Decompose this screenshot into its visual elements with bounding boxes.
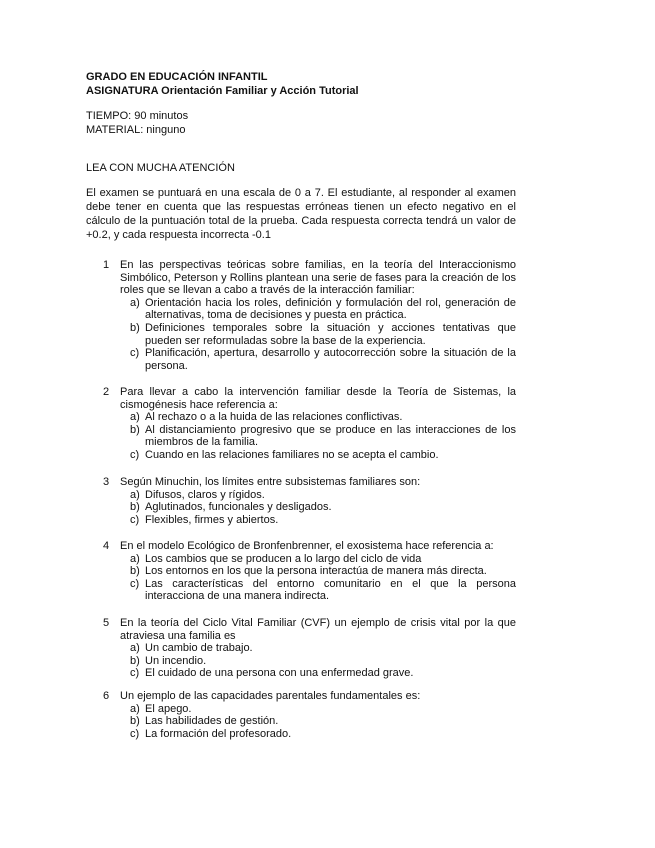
option-letter: c) bbox=[130, 513, 140, 526]
question-text: En la teoría del Ciclo Vital Familiar (CVF) un ejemplo de crisis vital por la que atraviesa una familia es bbox=[120, 617, 516, 642]
question-number: 3 bbox=[103, 476, 110, 488]
option-text: Las habilidades de gestión. bbox=[145, 715, 279, 728]
option-text: La formación del profesorado. bbox=[145, 727, 292, 740]
option-b bbox=[103, 424, 516, 449]
option-letter: b) bbox=[130, 501, 140, 514]
option-letter: c) bbox=[130, 577, 140, 590]
option-text: Flexibles, firmes y abiertos. bbox=[145, 513, 279, 526]
option-list bbox=[103, 703, 516, 741]
option-letter: a) bbox=[130, 411, 140, 424]
option-list bbox=[103, 297, 516, 373]
option-text: Las características del entorno comunitario en el que la persona interacciona de una manera indirecta. bbox=[145, 577, 516, 603]
option-text: Al rechazo o a la huida de las relaciones conflictivas. bbox=[145, 411, 403, 424]
option-text: Orientación hacia los roles, definición y formulación del rol, generación de alternativas, toma de decisiones y puesta en práctica. bbox=[145, 296, 516, 322]
option-list bbox=[103, 642, 516, 680]
option-a bbox=[103, 297, 516, 322]
option-b bbox=[103, 715, 516, 728]
option-b bbox=[103, 655, 516, 668]
question-number: 6 bbox=[103, 690, 110, 702]
option-c bbox=[103, 514, 516, 527]
option-letter: c) bbox=[130, 448, 140, 461]
option-list bbox=[103, 411, 516, 461]
option-text: Un incendio. bbox=[145, 654, 207, 667]
degree-title: GRADO EN EDUCACIÓN INFANTIL bbox=[86, 71, 268, 83]
option-letter: c) bbox=[130, 727, 140, 740]
question-number: 2 bbox=[103, 386, 110, 398]
subject-title: ASIGNATURA Orientación Familiar y Acción Tutorial bbox=[86, 85, 359, 97]
option-c bbox=[103, 449, 516, 462]
option-a bbox=[103, 703, 516, 716]
option-a bbox=[103, 553, 516, 566]
option-letter: b) bbox=[130, 654, 140, 667]
option-text: Planificación, apertura, desarrollo y autocorrección sobre la situación de la persona. bbox=[145, 347, 516, 372]
option-text: Cuando en las relaciones familiares no se acepta el cambio. bbox=[145, 448, 439, 461]
option-letter: a) bbox=[130, 296, 140, 309]
question-text: En las perspectivas teóricas sobre familias, en la teoría del Interaccionismo Simbólico, Peterson y Rollins plantean una serie de fases para la creación de los roles que se llevan a cabo a través de la interacción familiar: bbox=[120, 259, 516, 297]
option-c bbox=[103, 728, 516, 741]
option-letter: c) bbox=[130, 347, 140, 360]
option-c bbox=[103, 347, 516, 372]
question-4 bbox=[103, 540, 516, 603]
option-letter: b) bbox=[130, 565, 140, 578]
option-a bbox=[103, 489, 516, 502]
option-letter: a) bbox=[130, 642, 140, 655]
question-number: 5 bbox=[103, 617, 110, 629]
question-number: 1 bbox=[103, 259, 110, 271]
option-letter: b) bbox=[130, 423, 140, 436]
option-a bbox=[103, 642, 516, 655]
question-text: Para llevar a cabo la intervención familiar desde la Teoría de Sistemas, la cismogénesis hace referencia a: bbox=[120, 386, 516, 411]
option-text: Aglutinados, funcionales y desligados. bbox=[145, 501, 332, 514]
option-letter: a) bbox=[130, 488, 140, 501]
option-text: Los entornos en los que la persona interactúa de manera más directa. bbox=[145, 565, 487, 578]
question-3 bbox=[103, 476, 516, 526]
option-a bbox=[103, 411, 516, 424]
option-b bbox=[103, 565, 516, 578]
attention-heading: LEA CON MUCHA ATENCIÓN bbox=[86, 162, 235, 174]
exam-info bbox=[86, 109, 386, 137]
option-text: El apego. bbox=[145, 702, 192, 715]
material-info: MATERIAL: ninguno bbox=[86, 124, 186, 136]
question-text: Un ejemplo de las capacidades parentales fundamentales es: bbox=[120, 690, 421, 702]
option-letter: a) bbox=[130, 702, 140, 715]
option-letter: b) bbox=[130, 715, 140, 728]
option-letter: c) bbox=[130, 667, 140, 680]
option-text: Un cambio de trabajo. bbox=[145, 642, 253, 655]
option-b bbox=[103, 322, 516, 347]
question-2 bbox=[103, 386, 516, 462]
option-list bbox=[103, 553, 516, 603]
option-text: El cuidado de una persona con una enfermedad grave. bbox=[145, 667, 414, 680]
time-info: TIEMPO: 90 minutos bbox=[86, 110, 189, 122]
option-text: Al distanciamiento progresivo que se produce en las interacciones de los miembros de la familia. bbox=[145, 423, 516, 449]
option-c bbox=[103, 667, 516, 680]
question-6 bbox=[103, 690, 516, 740]
option-text: Definiciones temporales sobre la situación y acciones tentativas que pueden ser reformuladas sobre la base de la experiencia. bbox=[145, 321, 516, 347]
question-number: 4 bbox=[103, 540, 110, 552]
option-list bbox=[103, 489, 516, 527]
exam-header bbox=[86, 70, 526, 98]
option-letter: a) bbox=[130, 552, 140, 565]
question-1 bbox=[103, 259, 516, 372]
question-5 bbox=[103, 617, 516, 680]
question-text: En el modelo Ecológico de Bronfenbrenner, el exosistema hace referencia a: bbox=[120, 540, 494, 552]
option-b bbox=[103, 501, 516, 514]
question-text: Según Minuchin, los límites entre subsistemas familiares son: bbox=[120, 476, 421, 488]
option-text: Los cambios que se producen a lo largo del ciclo de vida bbox=[145, 552, 422, 565]
option-letter: b) bbox=[130, 321, 140, 334]
option-c bbox=[103, 578, 516, 603]
option-text: Difusos, claros y rígidos. bbox=[145, 488, 265, 501]
instructions-paragraph: El examen se puntuará en una escala de 0 a 7. El estudiante, al responder al examen debe tener en cuenta que las respuestas erróneas tienen un efecto negativo en el cálculo de la puntuación total de la prueba. Cada respuesta correcta tendrá un valor de +0.2, y cada respuesta incorrecta -0.1 bbox=[86, 187, 516, 241]
